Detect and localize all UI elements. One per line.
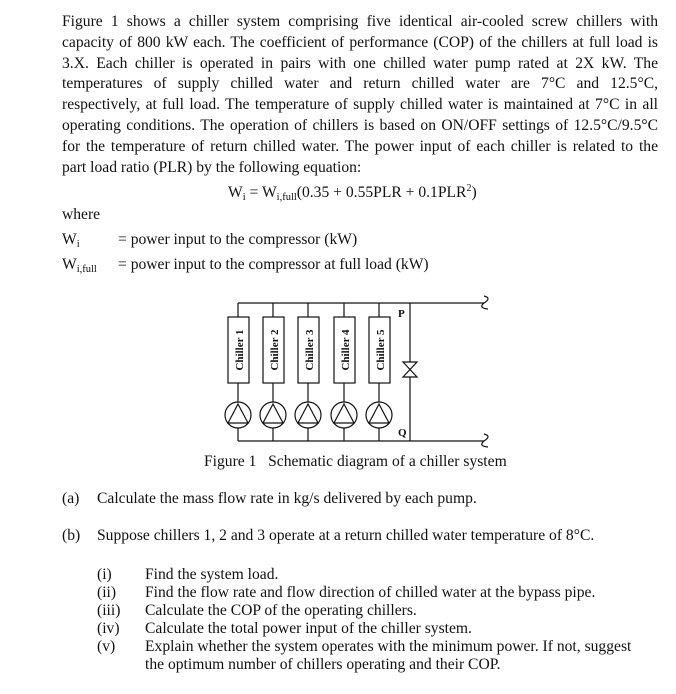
point-q-label: Q [398,427,407,439]
sub-question-i [97,566,278,584]
sub-question-text: Find the system load. [145,566,279,583]
sub-question-ii [97,584,595,602]
sub-question-label: (i) [97,566,112,583]
pump-icon [331,402,357,428]
sub-question-iv [97,620,472,638]
pump-icon [225,402,251,428]
pump-icon [295,402,321,428]
pump-icon [366,402,392,428]
intro-line: part load ratio (PLR) by the following equation: [62,158,362,176]
eq-rhs-body: (0.35 + 0.55PLR + 0.1PLR [296,184,467,201]
sub-question-continuation: the optimum number of chillers operating and their COP. [145,655,501,673]
eq-equals: = W [245,184,277,201]
eq-rhs-sub: i,full [276,192,297,203]
symbol-sub: i [76,239,80,250]
pump-icon [260,402,286,428]
sub-question-text: Find the flow rate and flow direction of chilled water at the bypass pipe. [145,584,596,601]
definition-text: = power input to the compressor (kW) [118,231,358,248]
bypass-valve-icon [403,362,417,377]
eq-lhs-sub: i [242,192,246,203]
figure-caption: Figure 1 Schematic diagram of a chiller system [204,453,507,470]
symbol-base: W [62,231,77,248]
sub-question-label: (iv) [97,620,120,637]
intro-line: temperatures of supply chilled water and return chilled water are 7°C and 12.5°C, [62,75,658,93]
question-label: (b) [62,527,81,544]
eq-lhs: W [228,184,243,201]
question-b [62,527,594,545]
question-text: Suppose chillers 1, 2 and 3 operate at a return chilled water temperature of 8°C. [97,527,595,544]
where-label: where [62,206,101,223]
chiller-units [225,303,392,441]
sub-question-text: Calculate the COP of the operating chillers. [145,602,417,619]
sub-question-text: Calculate the total power input of the chiller system. [145,620,472,637]
intro-line: 3.X. Each chiller is operated in pairs with one chilled water pump rated at 2X kW. The [62,54,658,72]
chiller-unit-4 [331,303,357,441]
question-a [62,490,477,508]
symbol-base: W [62,256,77,273]
sub-question-label: (v) [97,638,116,655]
intro-line: capacity of 800 kW each. The coefficient of performance (COP) of the chillers at full load is [62,33,658,51]
chiller-unit-5 [366,303,392,441]
intro-line: Figure 1 shows a chiller system comprising five identical air-cooled screw chillers with [62,13,658,30]
chiller-label: Chiller 2 [269,329,281,371]
sub-question-iii [97,602,417,620]
point-p-label: P [398,308,405,320]
symbol-sub: i,full [76,264,97,275]
chiller-label: Chiller 5 [375,329,387,371]
sub-question-label: (ii) [97,584,117,601]
intro-line: operating conditions. The operation of chillers is based on ON/OFF settings of 12.5°C/9.5°C [62,116,658,134]
sub-question-label: (iii) [97,602,121,619]
sub-question-v [97,638,631,673]
chiller-label: Chiller 3 [304,329,316,371]
intro-line: respectively, at full load. The temperature of supply chilled water is maintained at 7°C in all [62,96,658,114]
chiller-unit-2 [260,303,286,441]
eq-rhs-close: ) [471,184,477,201]
chiller-unit-3 [295,303,321,441]
question-label: (a) [62,490,80,507]
definition-text: = power input to the compressor at full load (kW) [118,256,429,273]
chiller-label: Chiller 4 [340,329,352,371]
chiller-label: Chiller 1 [234,329,246,371]
sub-question-text: Explain whether the system operates with the minimum power. If not, suggest [145,638,632,655]
chiller-unit-1 [225,303,251,441]
eq-rhs-sup: 2 [466,183,472,194]
question-text: Calculate the mass flow rate in kg/s delivered by each pump. [97,490,477,507]
intro-line: for the temperature of return chilled water. The power input of each chiller is related to the [62,137,658,155]
